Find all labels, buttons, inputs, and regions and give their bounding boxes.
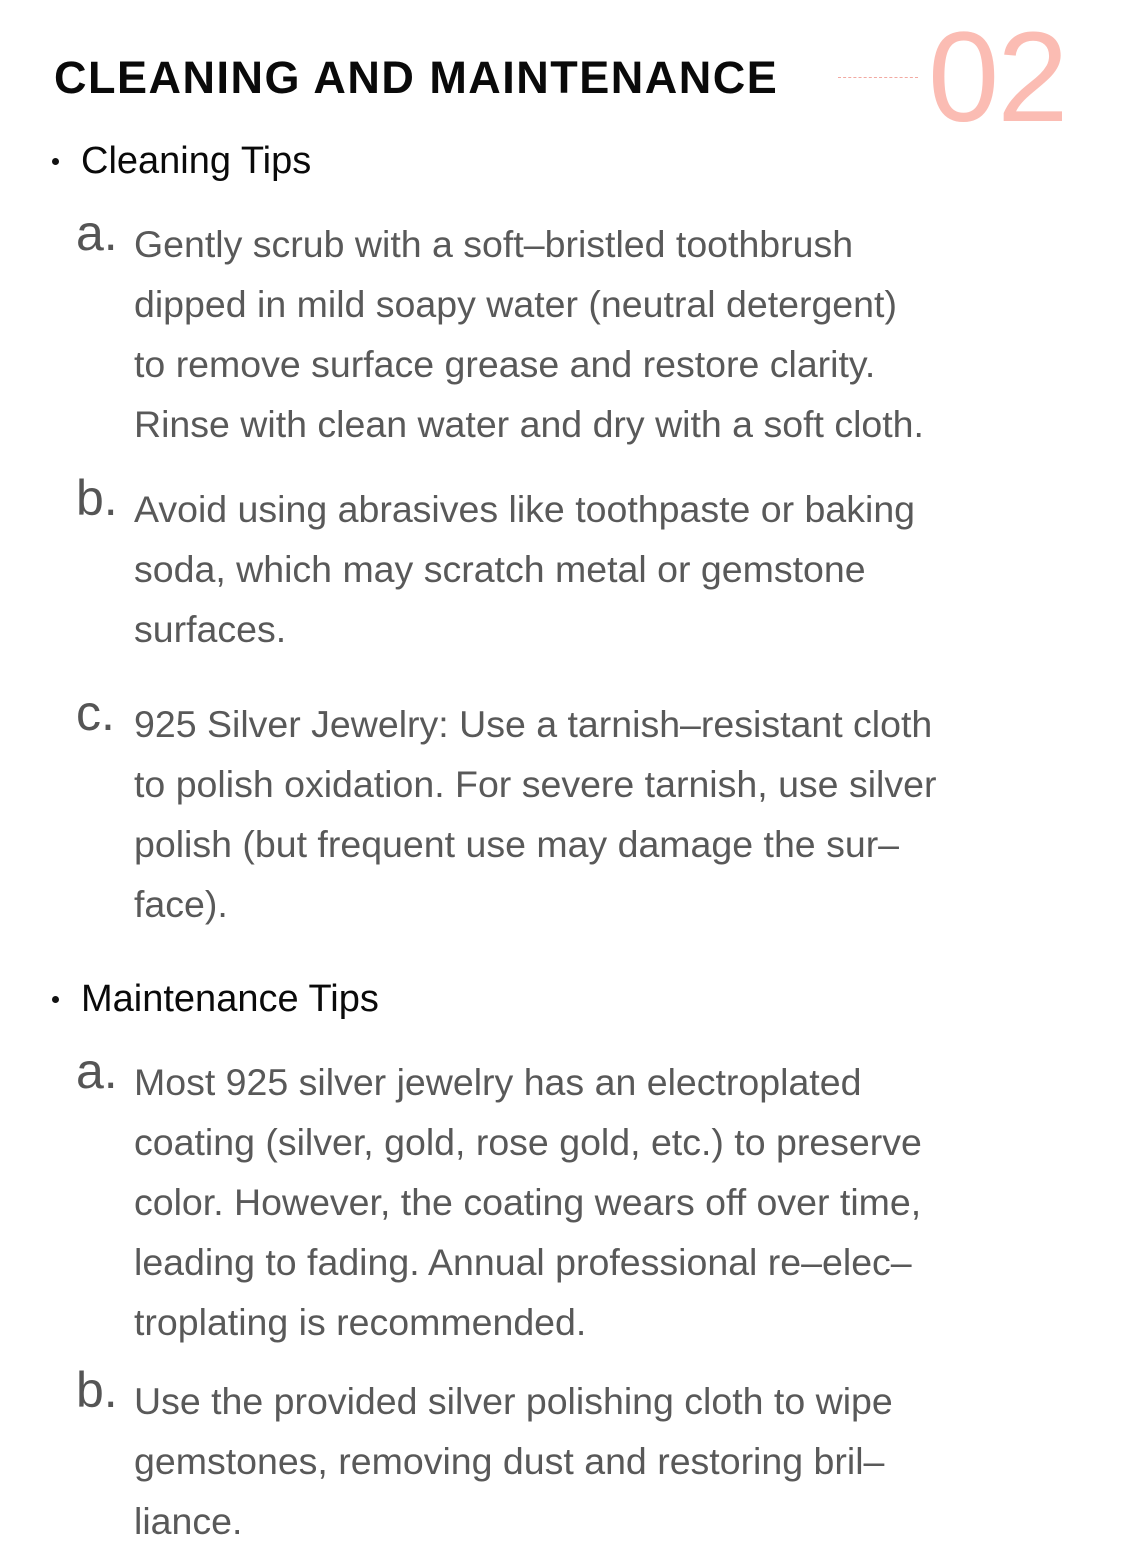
text-line: leading to fading. Annual professional re–elec–	[134, 1241, 912, 1283]
item-text	[134, 479, 1094, 659]
text-line: Use the provided silver polishing cloth to wipe	[134, 1380, 893, 1422]
text-line: face).	[134, 883, 228, 925]
bullet-icon	[52, 158, 59, 165]
section-heading-cleaning-tips	[52, 140, 311, 183]
text-line: color. However, the coating wears off over time,	[134, 1181, 922, 1223]
section-heading-label: Maintenance Tips	[81, 978, 379, 1020]
text-line: surfaces.	[134, 608, 287, 650]
bullet-icon	[52, 996, 59, 1003]
item-text	[134, 1371, 1094, 1551]
text-line: liance.	[134, 1500, 243, 1542]
text-line: coating (silver, gold, rose gold, etc.) to preserve	[134, 1121, 922, 1163]
item-marker: b.	[76, 470, 118, 526]
item-text	[134, 1052, 1094, 1352]
text-line: gemstones, removing dust and restoring bril–	[134, 1440, 885, 1482]
item-marker: c.	[76, 685, 115, 741]
page-title: CLEANING AND MAINTENANCE	[54, 52, 779, 103]
text-line: to remove surface grease and restore clarity.	[134, 343, 876, 385]
text-line: Gently scrub with a soft–bristled toothbrush	[134, 223, 854, 265]
item-text	[134, 214, 1094, 454]
text-line: 925 Silver Jewelry: Use a tarnish–resistant cloth	[134, 703, 933, 745]
text-line: troplating is recommended.	[134, 1301, 587, 1343]
text-line: dipped in mild soapy water (neutral detergent)	[134, 283, 897, 325]
item-marker: a.	[76, 1043, 118, 1099]
page-header	[0, 0, 1125, 149]
item-text	[134, 694, 1094, 934]
section-heading-maintenance-tips	[52, 978, 379, 1021]
item-marker: a.	[76, 205, 118, 261]
text-line: Avoid using abrasives like toothpaste or baking	[134, 488, 916, 530]
text-line: soda, which may scratch metal or gemstone	[134, 548, 866, 590]
section-number: 02	[928, 6, 1067, 149]
text-line: to polish oxidation. For severe tarnish, use silver	[134, 763, 937, 805]
decorative-dashed-line	[838, 77, 918, 78]
text-line: Rinse with clean water and dry with a soft cloth.	[134, 403, 924, 445]
item-marker: b.	[76, 1362, 118, 1418]
section-heading-label: Cleaning Tips	[81, 140, 312, 182]
text-line: polish (but frequent use may damage the sur–	[134, 823, 900, 865]
text-line: Most 925 silver jewelry has an electroplated	[134, 1061, 862, 1103]
